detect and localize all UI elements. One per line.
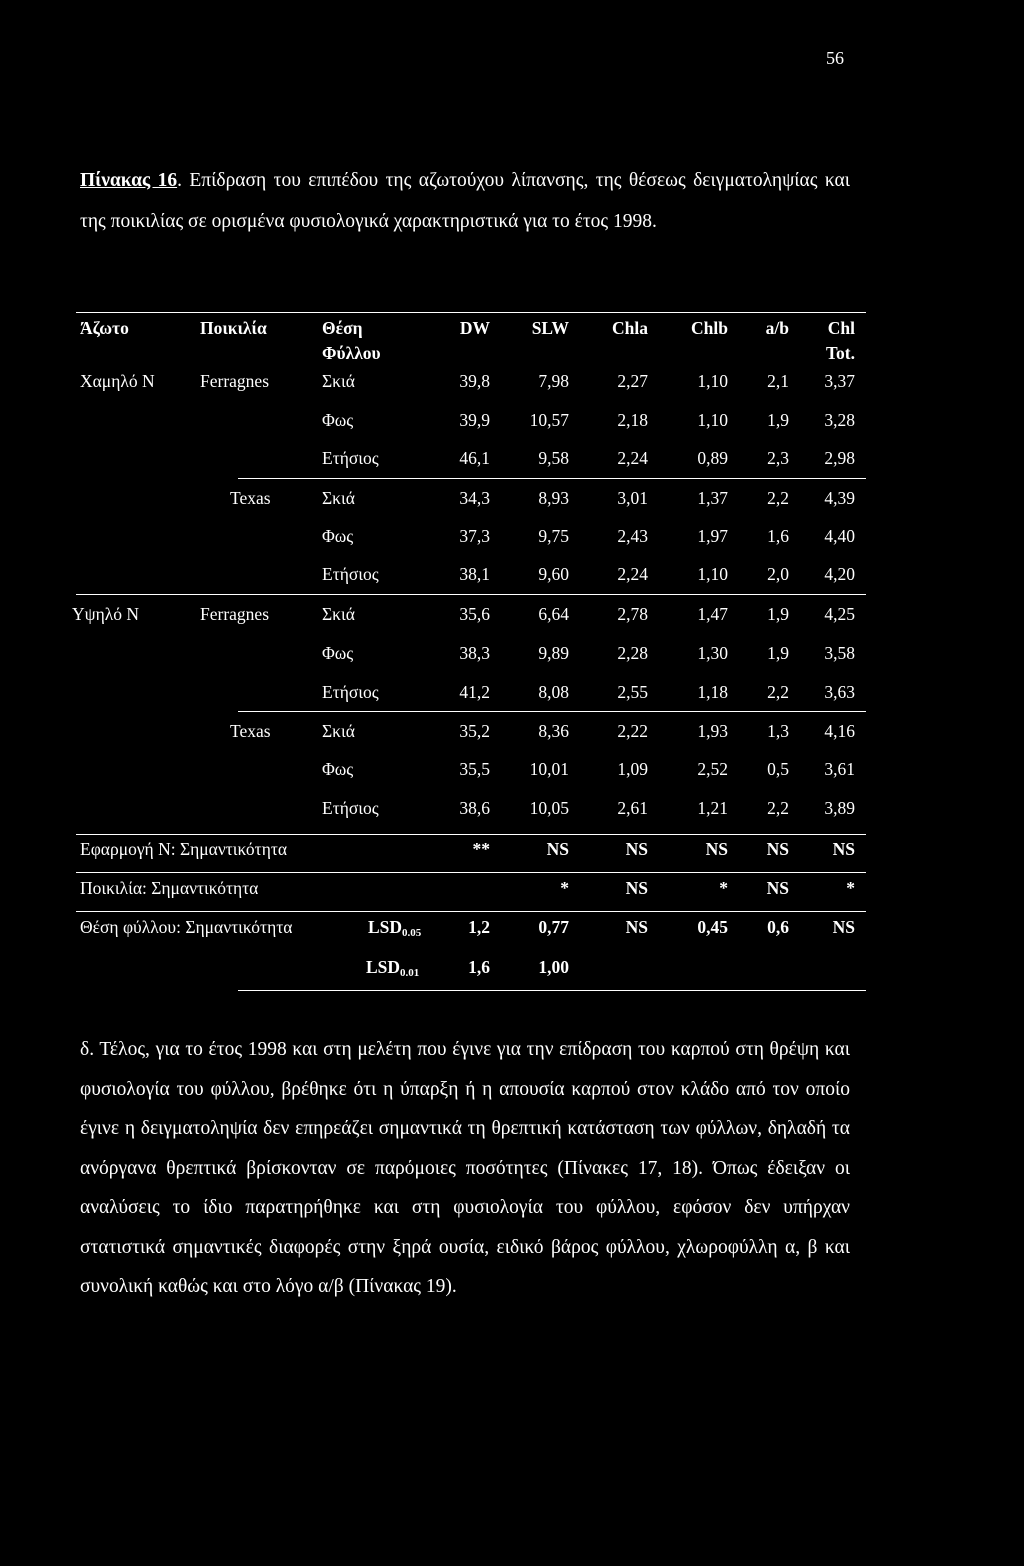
table-top-rule bbox=[76, 312, 866, 313]
significance-chlb: 0,45 bbox=[697, 917, 728, 937]
significance-dw: 1,2 bbox=[468, 917, 490, 937]
header-slw: SLW bbox=[531, 318, 569, 338]
significance-label: Εφαρμογή Ν: Σημαντικότητα bbox=[80, 839, 288, 859]
significance-slw: * bbox=[560, 878, 569, 898]
cell-position: Φως bbox=[322, 526, 354, 546]
cell-chltot: 3,63 bbox=[824, 682, 855, 702]
significance-chltot: * bbox=[846, 878, 855, 898]
table-caption bbox=[80, 160, 850, 242]
cell-position: Φως bbox=[322, 759, 354, 779]
cell-chla: 2,24 bbox=[617, 564, 648, 584]
cell-ab: 2,2 bbox=[767, 798, 789, 818]
significance-ab: NS bbox=[766, 839, 789, 859]
lsd05-main: LSD bbox=[368, 917, 403, 937]
cell-slw: 9,75 bbox=[538, 526, 569, 546]
cell-position: Σκιά bbox=[322, 604, 355, 624]
significance-chltot: NS bbox=[832, 839, 855, 859]
table-bottom-rule bbox=[238, 990, 866, 991]
cell-chltot: 4,39 bbox=[824, 488, 855, 508]
cell-chlb: 1,21 bbox=[697, 798, 728, 818]
cell-ab: 2,2 bbox=[767, 682, 789, 702]
cell-chlb: 2,52 bbox=[697, 759, 728, 779]
cell-ab: 2,2 bbox=[767, 488, 789, 508]
cell-slw: 10,05 bbox=[529, 798, 569, 818]
cell-variety: Texas bbox=[230, 488, 271, 508]
header-chltot: Chl bbox=[827, 318, 855, 338]
cell-dw: 38,3 bbox=[459, 643, 490, 663]
significance-rule bbox=[76, 872, 866, 873]
lsd01-main: LSD bbox=[366, 957, 401, 977]
cell-ab: 2,0 bbox=[767, 564, 789, 584]
cell-nitrogen: Χαμηλό Ν bbox=[80, 371, 155, 391]
cell-dw: 35,5 bbox=[459, 759, 490, 779]
cell-position: Ετήσιος bbox=[322, 798, 379, 818]
header-position-line2: Φύλλου bbox=[322, 343, 381, 363]
cell-chla: 2,61 bbox=[617, 798, 648, 818]
cell-chla: 2,24 bbox=[617, 448, 648, 468]
cell-ab: 0,5 bbox=[767, 759, 789, 779]
cell-ab: 2,1 bbox=[767, 371, 789, 391]
cell-chltot: 3,37 bbox=[824, 371, 855, 391]
cell-chlb: 1,93 bbox=[697, 721, 728, 741]
significance-chltot: NS bbox=[832, 917, 855, 937]
cell-position: Ετήσιος bbox=[322, 448, 379, 468]
cell-dw: 35,2 bbox=[459, 721, 490, 741]
cell-slw: 6,64 bbox=[538, 604, 569, 624]
lsd05-label bbox=[368, 917, 421, 938]
body-paragraph: δ. Τέλος, για το έτος 1998 και στη μελέτη που έγινε για την επίδραση του καρπού στη θρέψη και φυσιολογία του φύλλου, βρέθηκε ότι η ύπαρξη ή η απουσία καρπού στον κλάδο από τον οποίο έγινε η δειγματοληψία δεν επηρεάζει σημαντικά τη θρεπτική κατάσταση των φύλλων, δηλαδή τα ανόργανα θρεπτικά βρίσκονταν σε παρόμοιες ποσότητες (Πίνακες 17, 18). Όπως έδειξαν οι αναλύσεις το ίδιο παρατηρήθηκε και στη φυσιολογία του φύλλου, εφόσον δεν υπήρχαν στατιστικά σημαντικές διαφορές στην ξηρά ουσία, ειδικό βάρος φύλλου, χλωροφύλλη α, β και συνολική καθώς και στο λόγο α/β (Πίνακας 19). bbox=[80, 1039, 850, 1297]
cell-nitrogen: Υψηλό Ν bbox=[72, 604, 139, 624]
cell-chla: 2,22 bbox=[617, 721, 648, 741]
significance-label: Ποικιλία: Σημαντικότητα bbox=[80, 878, 259, 898]
cell-chltot: 3,28 bbox=[824, 410, 855, 430]
cell-position: Ετήσιος bbox=[322, 682, 379, 702]
cell-ab: 1,6 bbox=[767, 526, 789, 546]
cell-slw: 10,01 bbox=[529, 759, 569, 779]
header-chltot-line2: Tot. bbox=[825, 343, 855, 363]
cell-chla: 2,27 bbox=[617, 371, 648, 391]
cell-chla: 1,09 bbox=[617, 759, 648, 779]
cell-chltot: 4,16 bbox=[824, 721, 855, 741]
cell-dw: 38,1 bbox=[459, 564, 490, 584]
significance-rule bbox=[76, 834, 866, 835]
cell-chltot: 3,89 bbox=[824, 798, 855, 818]
significance-ab: NS bbox=[766, 878, 789, 898]
lsd01-dw: 1,6 bbox=[468, 957, 490, 977]
cell-dw: 34,3 bbox=[459, 488, 490, 508]
cell-ab: 2,3 bbox=[767, 448, 789, 468]
lsd05-sub: 0.05 bbox=[402, 927, 422, 939]
lsd01-sub: 0.01 bbox=[400, 967, 420, 979]
cell-chla: 2,43 bbox=[617, 526, 648, 546]
cell-slw: 9,89 bbox=[538, 643, 569, 663]
header-chlb: Chlb bbox=[691, 318, 728, 338]
cell-dw: 37,3 bbox=[459, 526, 490, 546]
significance-dw: ** bbox=[472, 839, 490, 859]
cell-position: Φως bbox=[322, 410, 354, 430]
group-rule bbox=[76, 594, 866, 595]
significance-chlb: * bbox=[719, 878, 728, 898]
header-dw: DW bbox=[459, 318, 490, 338]
cell-position: Σκιά bbox=[322, 371, 355, 391]
cell-slw: 10,57 bbox=[529, 410, 569, 430]
cell-variety: Texas bbox=[230, 721, 271, 741]
header-chla: Chla bbox=[612, 318, 648, 338]
cell-chla: 2,28 bbox=[617, 643, 648, 663]
cell-chlb: 1,37 bbox=[697, 488, 728, 508]
cell-chltot: 3,58 bbox=[824, 643, 855, 663]
cell-chlb: 1,10 bbox=[697, 410, 728, 430]
cell-chla: 2,55 bbox=[617, 682, 648, 702]
cell-dw: 46,1 bbox=[459, 448, 490, 468]
cell-chltot: 3,61 bbox=[824, 759, 855, 779]
cell-ab: 1,9 bbox=[767, 604, 789, 624]
group-rule bbox=[238, 711, 866, 712]
cell-chltot: 4,20 bbox=[824, 564, 855, 584]
cell-chltot: 4,40 bbox=[824, 526, 855, 546]
cell-position: Φως bbox=[322, 643, 354, 663]
cell-chlb: 0,89 bbox=[697, 448, 728, 468]
cell-slw: 9,60 bbox=[538, 564, 569, 584]
cell-chlb: 1,10 bbox=[697, 371, 728, 391]
cell-ab: 1,9 bbox=[767, 410, 789, 430]
page-number: 56 bbox=[826, 48, 844, 68]
cell-chlb: 1,97 bbox=[697, 526, 728, 546]
cell-dw: 38,6 bbox=[459, 798, 490, 818]
cell-dw: 39,9 bbox=[459, 410, 490, 430]
cell-slw: 8,36 bbox=[538, 721, 569, 741]
cell-chla: 2,18 bbox=[617, 410, 648, 430]
header-position: Θέση bbox=[322, 318, 363, 338]
header-nitrogen: Άζωτο bbox=[80, 318, 129, 338]
significance-chla: NS bbox=[625, 839, 648, 859]
significance-chla: NS bbox=[625, 878, 648, 898]
significance-chla: NS bbox=[625, 917, 648, 937]
cell-position: Σκιά bbox=[322, 721, 355, 741]
cell-slw: 8,93 bbox=[538, 488, 569, 508]
cell-slw: 9,58 bbox=[538, 448, 569, 468]
cell-chlb: 1,47 bbox=[697, 604, 728, 624]
cell-variety: Ferragnes bbox=[200, 604, 270, 624]
significance-rule bbox=[76, 911, 866, 912]
cell-chlb: 1,10 bbox=[697, 564, 728, 584]
significance-label: Θέση φύλλου: Σημαντικότητα bbox=[80, 917, 293, 937]
cell-ab: 1,3 bbox=[767, 721, 789, 741]
cell-ab: 1,9 bbox=[767, 643, 789, 663]
cell-variety: Ferragnes bbox=[200, 371, 270, 391]
cell-slw: 8,08 bbox=[538, 682, 569, 702]
cell-chla: 2,78 bbox=[617, 604, 648, 624]
cell-chltot: 2,98 bbox=[824, 448, 855, 468]
significance-ab: 0,6 bbox=[767, 917, 789, 937]
cell-chlb: 1,30 bbox=[697, 643, 728, 663]
header-variety: Ποικιλία bbox=[200, 318, 267, 338]
cell-position: Σκιά bbox=[322, 488, 355, 508]
cell-dw: 39,8 bbox=[459, 371, 490, 391]
significance-slw: NS bbox=[546, 839, 569, 859]
lsd01-slw: 1,00 bbox=[538, 957, 569, 977]
caption-text: . Επίδραση του επιπέδου της αζωτούχου λίπανσης, της θέσεως δειγματοληψίας και της ποικιλίας σε ορισμένα φυσιολογικά χαρακτηριστικά για το έτος 1998. bbox=[80, 170, 850, 232]
significance-slw: 0,77 bbox=[538, 917, 569, 937]
cell-dw: 41,2 bbox=[459, 682, 490, 702]
caption-label: Πίνακας 16 bbox=[80, 170, 178, 191]
cell-chla: 3,01 bbox=[617, 488, 648, 508]
cell-slw: 7,98 bbox=[538, 371, 569, 391]
cell-chltot: 4,25 bbox=[824, 604, 855, 624]
cell-position: Ετήσιος bbox=[322, 564, 379, 584]
header-ab: a/b bbox=[765, 318, 789, 338]
cell-chlb: 1,18 bbox=[697, 682, 728, 702]
group-rule bbox=[238, 478, 866, 479]
significance-chlb: NS bbox=[705, 839, 728, 859]
cell-dw: 35,6 bbox=[459, 604, 490, 624]
